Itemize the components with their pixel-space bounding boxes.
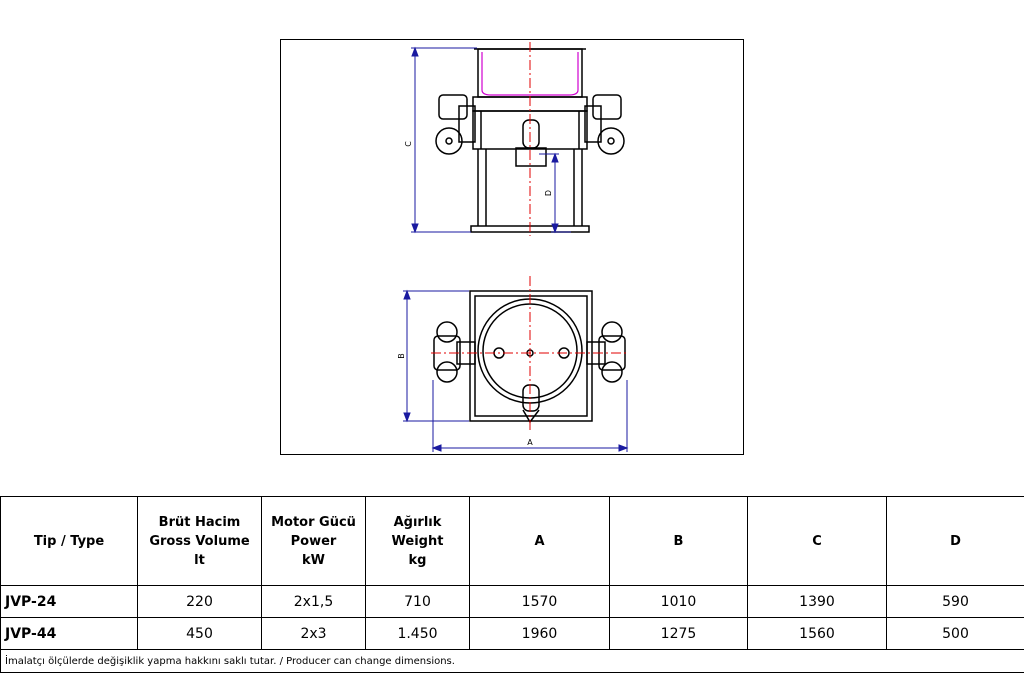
header-weight: Ağırlık Weight kg [366, 497, 470, 586]
cell-power: 2x1,5 [262, 586, 366, 618]
cell-a: 1570 [470, 586, 610, 618]
cell-power: 2x3 [262, 618, 366, 650]
cell-c: 1390 [748, 586, 887, 618]
cell-type: JVP-44 [1, 618, 138, 650]
header-b: B [610, 497, 748, 586]
cell-b: 1010 [610, 586, 748, 618]
header-a: A [470, 497, 610, 586]
label-b: B [397, 353, 406, 359]
header-volume: Brüt Hacim Gross Volume lt [138, 497, 262, 586]
technical-drawing [280, 39, 744, 455]
cell-volume: 450 [138, 618, 262, 650]
cell-volume: 220 [138, 586, 262, 618]
header-type: Tip / Type [1, 497, 138, 586]
table-row [1, 586, 1024, 618]
label-d: D [544, 189, 553, 197]
cell-d: 500 [887, 618, 1024, 650]
header-d: D [887, 497, 1024, 586]
cell-a: 1960 [470, 618, 610, 650]
cell-c: 1560 [748, 618, 887, 650]
dimension-c [411, 48, 477, 232]
footnote: İmalatçı ölçülerde değişiklik yapma hakkını saklı tutar. / Producer can change dimensions. [1, 650, 1024, 673]
header-c: C [748, 497, 887, 586]
note-row [1, 650, 1024, 673]
dimension-b [403, 291, 469, 421]
cell-d: 590 [887, 586, 1024, 618]
label-a: A [527, 438, 533, 447]
label-c: C [404, 141, 413, 147]
cell-b: 1275 [610, 618, 748, 650]
table-row [1, 618, 1024, 650]
cell-weight: 710 [366, 586, 470, 618]
cell-type: JVP-24 [1, 586, 138, 618]
spec-table [0, 496, 1024, 673]
header-row [1, 497, 1024, 586]
drawing-svg [281, 40, 745, 456]
cell-weight: 1.450 [366, 618, 470, 650]
header-power: Motor Gücü Power kW [262, 497, 366, 586]
